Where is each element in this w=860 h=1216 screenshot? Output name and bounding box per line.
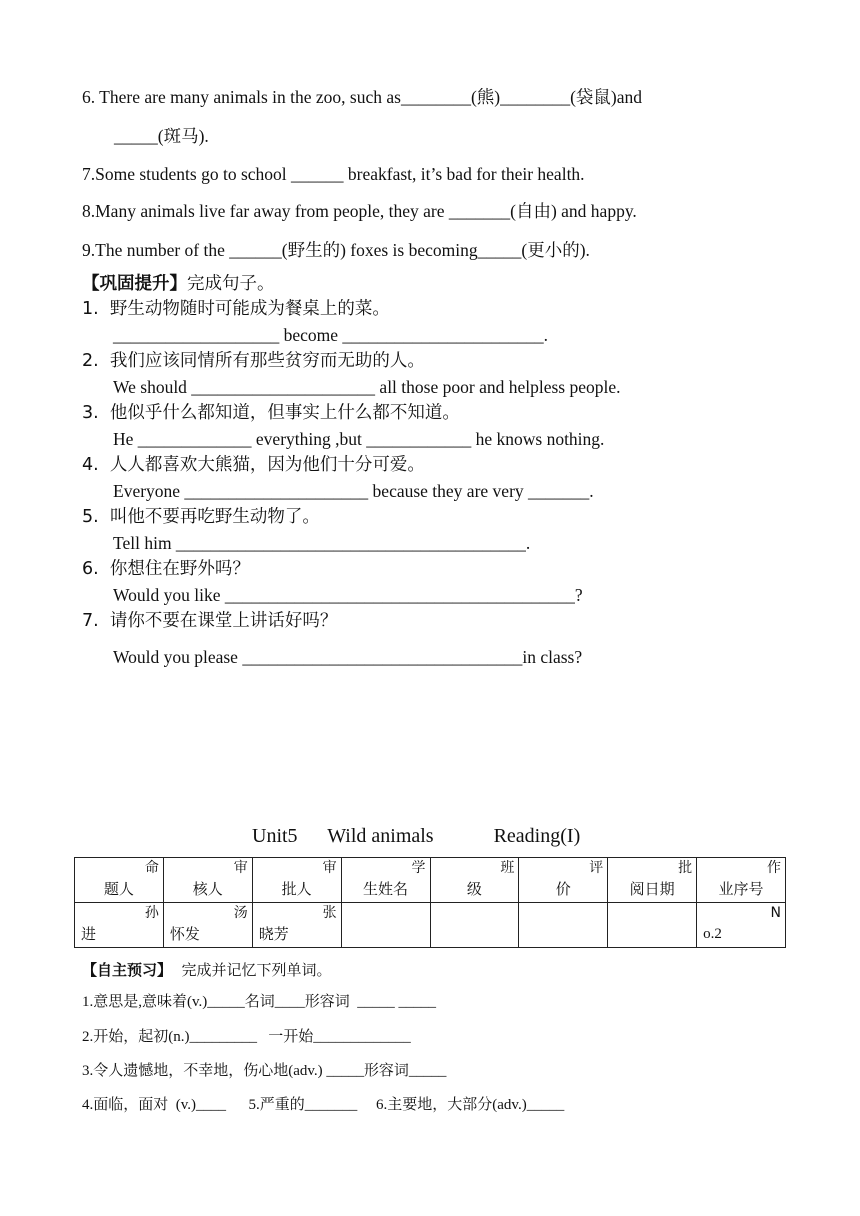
info-header-cell: 命 题人 (75, 858, 164, 903)
sentence-en-1: ___________________ become _______________________. (113, 325, 549, 345)
consolidate-section (82, 272, 275, 295)
preview-item-4: 4.面临，面对 (v.)____ 5.严重的_______ 6.主要地，大部分(adv.)_____ (82, 1097, 565, 1113)
preview-heading: 【自主预习】 (82, 961, 173, 979)
info-value-cell: 孙 进 (75, 903, 164, 948)
preview-section (82, 958, 332, 981)
sentence-cn-2: 2. 我们应该同情所有那些贫穷而无助的人。 (82, 351, 425, 371)
sentence-cn-5: 5. 叫他不要再吃野生动物了。 (82, 507, 320, 527)
unit-title: Unit5 Wild animals Reading(I) (252, 825, 581, 847)
info-table-header-row (75, 858, 786, 903)
info-header-cell: 审 批人 (252, 858, 341, 903)
info-value-cell (608, 903, 697, 948)
sentence-cn-4: 4. 人人都喜欢大熊猫，因为他们十分可爱。 (82, 455, 425, 475)
vocab-item-7: 7.Some students go to school ______ breakfast, it’s bad for their health. (82, 164, 585, 184)
info-header-cell: 作 业序号 (697, 858, 786, 903)
sentence-cn-6: 6. 你想住在野外吗？ (82, 559, 250, 579)
sentence-cn-3: 3. 他似乎什么都知道，但事实上什么都不知道。 (82, 403, 460, 423)
vocab-item-6-cont: _____(斑马). (114, 126, 209, 146)
info-table-value-row (75, 903, 786, 948)
info-value-cell: N o.2 (697, 903, 786, 948)
section-heading: 【巩固提升】 (82, 274, 187, 294)
vocab-item-8: 8.Many animals live far away from people, they are _______(自由) and happy. (82, 201, 637, 221)
sentence-en-5: Tell him ________________________________________. (113, 533, 531, 553)
info-header-cell: 评 价 (519, 858, 608, 903)
vocab-item-6: 6. There are many animals in the zoo, such as________(熊)________(袋鼠)and (82, 87, 643, 107)
sentence-cn-1: 1. 野生动物随时可能成为餐桌上的菜。 (82, 299, 390, 319)
info-header-cell: 班 级 (430, 858, 519, 903)
info-value-cell (341, 903, 430, 948)
info-value-cell: 张 晓芳 (252, 903, 341, 948)
sentence-en-6: Would you like ________________________________________? (113, 585, 583, 605)
sentence-en-4: Everyone _____________________ because they are very _______. (113, 481, 594, 501)
info-header-cell: 审 核人 (163, 858, 252, 903)
preview-item-3: 3.令人遗憾地，不幸地，伤心地(adv.) _____形容词_____ (82, 1063, 447, 1079)
sentence-cn-7: 7. 请你不要在课堂上讲话好吗？ (82, 611, 338, 631)
sentence-en-2: We should _____________________ all those poor and helpless people. (113, 377, 621, 397)
section-instruction: 完成句子。 (187, 274, 275, 294)
preview-item-1: 1.意思是,意味着(v.)_____名词____形容词 _____ _____ (82, 994, 437, 1010)
vocab-item-9: 9.The number of the ______(野生的) foxes is becoming_____(更小的). (82, 240, 590, 260)
info-value-cell (430, 903, 519, 948)
preview-instruction: 完成并记忆下列单词。 (172, 961, 332, 979)
preview-item-2: 2.开始，起初(n.)_________ 一开始_____________ (82, 1029, 411, 1045)
info-value-cell: 汤 怀发 (163, 903, 252, 948)
info-value-cell (519, 903, 608, 948)
info-header-cell: 学 生姓名 (341, 858, 430, 903)
sentence-en-7: Would you please ________________________________in class? (113, 647, 583, 667)
info-header-cell: 批 阅日期 (608, 858, 697, 903)
sentence-en-3: He _____________ everything ,but ____________ he knows nothing. (113, 429, 605, 449)
info-table (74, 857, 786, 948)
